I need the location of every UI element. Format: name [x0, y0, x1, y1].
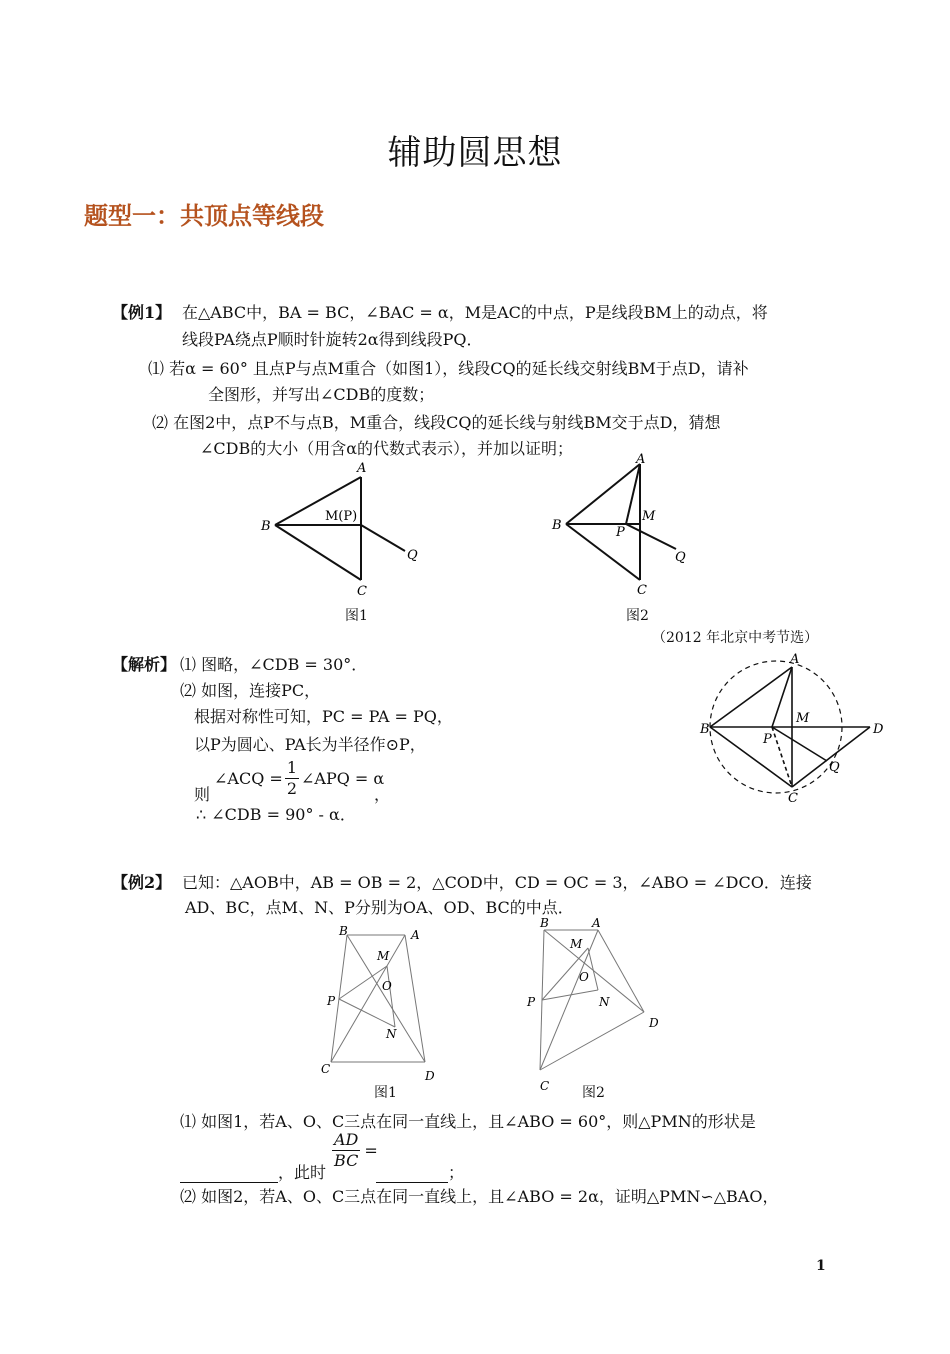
ex2-fig2-label-N: N: [599, 995, 610, 1009]
page-title: 辅助圆思想: [387, 133, 563, 173]
q1-mid-text: ，此时: [278, 1163, 327, 1182]
ratio-numerator: AD: [334, 1130, 359, 1149]
solution1-eq-left: ∠ACQ =: [214, 769, 283, 788]
solution1-figure: [695, 645, 895, 810]
fig2-label-P: P: [616, 525, 625, 540]
example2-line1: 已知：△AOB中，AB = OB = 2，△COD中，CD = OC = 3，∠ABO = ∠DCO．连接: [182, 873, 812, 892]
ratio-denominator: BC: [334, 1151, 359, 1170]
example1-line1: 在△ABC中，BA = BC，∠BAC = α，M是AC的中点，P是线段BM上的动点，将: [182, 303, 768, 322]
example1-figure2: [548, 448, 698, 600]
example2-fig1-caption: 图1: [374, 1085, 397, 1101]
sol-fig-label-Q: Q: [829, 760, 840, 775]
example1-source: （2012 年北京中考节选）: [652, 630, 819, 646]
shape-answer-blank[interactable]: [180, 1166, 278, 1183]
ex2-fig1-label-P: P: [327, 994, 336, 1008]
ex2-fig1-label-C: C: [321, 1062, 331, 1076]
example2-label: 【例2】: [112, 873, 172, 892]
solution1-eq-right: ∠APQ = α: [301, 769, 385, 788]
fig2-label-B: B: [552, 518, 562, 533]
example1-q2-line1: ⑵ 在图2中，点P不与点B，M重合，线段CQ的延长线与射线BM交于点D，猜想: [152, 413, 721, 432]
sol-fig-label-B: B: [700, 722, 710, 737]
fig2-label-C: C: [637, 583, 647, 598]
solution1-fraction: [285, 758, 299, 799]
fig1-label-C: C: [357, 584, 367, 599]
fig1-label-A: A: [357, 461, 367, 476]
section-heading: 题型一：共顶点等线段: [84, 202, 324, 230]
solution1-line6: ∴ ∠CDB = 90° - α．: [196, 805, 356, 824]
ex2-fig1-label-B: B: [339, 924, 348, 938]
example2-q1-line1: ⑴ 如图1，若A、O、C三点在同一直线上，且∠ABO = 60°，则△PMN的形状是: [180, 1112, 756, 1131]
fig1-label-MP: M(P): [325, 509, 358, 524]
example1-q1-line1: ⑴ 若α = 60° 且点P与点M重合（如图1），线段CQ的延长线交射线BM于点D，请补: [148, 359, 749, 378]
sol-fig-label-C: C: [788, 791, 798, 806]
ex2-fig1-label-A: A: [411, 928, 420, 942]
ex2-fig1-label-O: O: [382, 979, 392, 993]
ex2-fig1-label-D: D: [425, 1069, 435, 1083]
sol-fig-label-A: A: [790, 652, 800, 667]
ex2-fig2-label-A: A: [592, 916, 601, 930]
example1-label: 【例1】: [112, 303, 172, 322]
example1-fig2-caption: 图2: [626, 608, 649, 624]
example1-q2-line2: ∠CDB的大小（用含α的代数式表示），并加以证明；: [200, 439, 574, 458]
ex2-fig2-label-D: D: [649, 1016, 659, 1030]
fig1-label-B: B: [261, 519, 271, 534]
page-number: 1: [816, 1258, 826, 1274]
example1-q1-line2: 全图形，并写出∠CDB的度数；: [208, 385, 435, 404]
solution1-label: 【解析】: [112, 655, 177, 674]
solution1-line3: 根据对称性可知，PC = PA = PQ，: [194, 707, 453, 726]
sol-fig-label-P: P: [763, 732, 772, 747]
ex2-fig2-label-B: B: [540, 916, 549, 930]
ex2-fig1-label-N: N: [386, 1027, 397, 1041]
fig1-label-Q: Q: [407, 548, 418, 563]
example2-figure1: [315, 920, 450, 1085]
example2-q1-line2: [180, 1160, 464, 1183]
fig2-label-M: M: [642, 509, 656, 524]
ex2-fig2-label-O: O: [579, 970, 589, 984]
ratio-answer-blank[interactable]: [376, 1166, 448, 1183]
ex2-fig1-label-M: M: [377, 949, 390, 963]
solution1-line1: ⑴ 图略，∠CDB = 30°．: [180, 655, 368, 674]
solution1-line2: ⑵ 如图，连接PC，: [180, 681, 321, 700]
example1-figure1: [255, 455, 435, 600]
example2-figure2: [520, 908, 670, 1098]
example2-q2: ⑵ 如图2，若A、O、C三点在同一直线上，且∠ABO = 2α，证明△PMN∽△BAO，: [180, 1187, 779, 1206]
example1-fig1-caption: 图1: [345, 608, 368, 624]
fig2-label-A: A: [636, 452, 646, 467]
ex2-fig2-label-M: M: [570, 937, 583, 951]
example2-line2: AD、BC，点M、N、P分别为OA、OD、BC的中点．: [185, 898, 574, 917]
solution1-line4: 以P为圆心、PA长为半径作⊙P，: [194, 735, 426, 754]
sol-fig-label-D: D: [873, 722, 884, 737]
sol-fig-label-M: M: [796, 711, 810, 726]
solution1-line5-prefix: 则: [194, 785, 211, 804]
q1-end-text: ；: [448, 1163, 465, 1182]
solution1-line5-comma: ，: [374, 785, 391, 804]
ex2-fig2-label-C: C: [540, 1079, 550, 1093]
example2-fig2-caption: 图2: [582, 1085, 605, 1101]
ratio-equals: =: [364, 1141, 378, 1160]
fig2-label-Q: Q: [675, 550, 686, 565]
solution1-line5: [214, 758, 384, 799]
example1-line2: 线段PA绕点P顺时针旋转2α得到线段PQ．: [182, 330, 483, 349]
ex2-fig2-label-P: P: [527, 995, 536, 1009]
fraction-numerator: 1: [286, 758, 297, 777]
fraction-denominator: 2: [286, 779, 297, 798]
